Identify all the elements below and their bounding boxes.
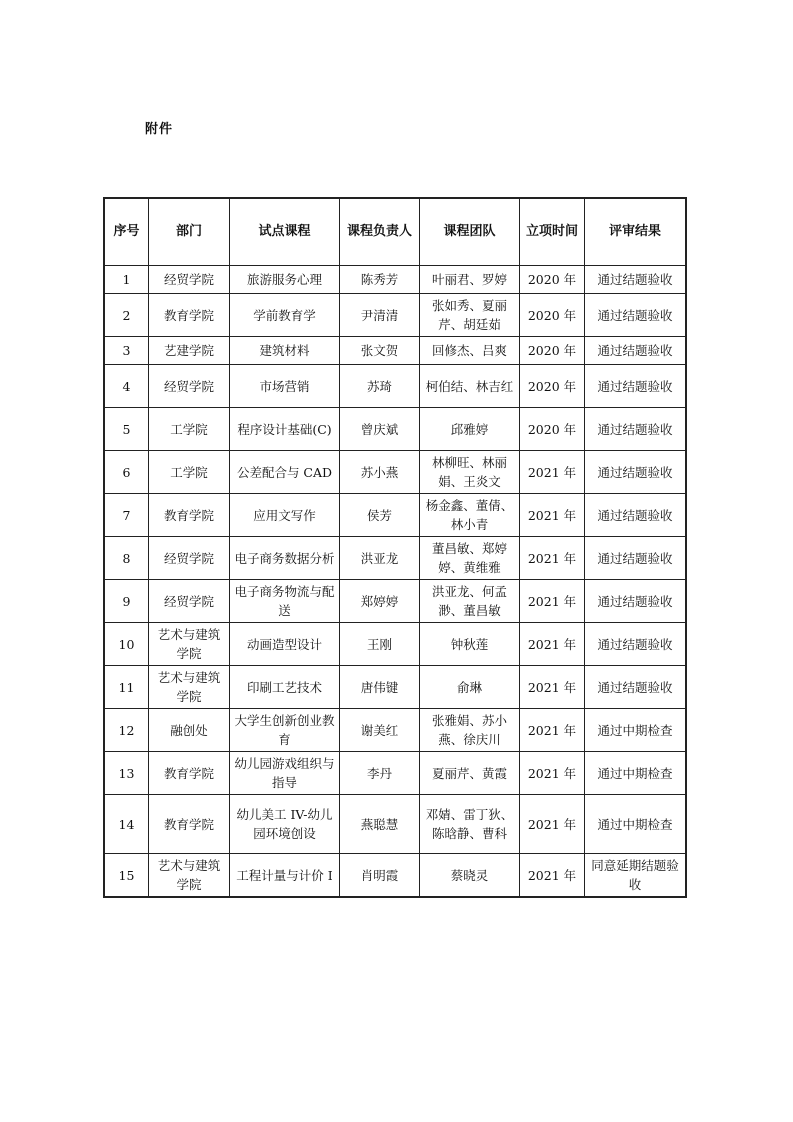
cell-course: 电子商务数据分析: [230, 537, 340, 580]
cell-team: 柯伯结、林吉红: [420, 365, 520, 408]
table-row: [105, 666, 686, 709]
cell-dept: 教育学院: [149, 752, 230, 795]
cell-team: 张雅娟、苏小燕、徐庆川: [420, 709, 520, 752]
cell-seq: 2: [105, 294, 149, 337]
cell-year: 2020 年: [520, 337, 585, 365]
cell-lead: 苏小燕: [340, 451, 420, 494]
table-row: [105, 451, 686, 494]
cell-seq: 15: [105, 854, 149, 897]
cell-year: 2021 年: [520, 451, 585, 494]
cell-result: 通过结题验收: [585, 623, 686, 666]
cell-course: 幼儿园游戏组织与指导: [230, 752, 340, 795]
cell-lead: 洪亚龙: [340, 537, 420, 580]
cell-dept: 经贸学院: [149, 266, 230, 294]
cell-course: 市场营销: [230, 365, 340, 408]
table-row: [105, 337, 686, 365]
cell-dept: 工学院: [149, 408, 230, 451]
cell-year: 2021 年: [520, 795, 585, 854]
table-row: [105, 365, 686, 408]
cell-year: 2021 年: [520, 537, 585, 580]
cell-course: 公差配合与 CAD: [230, 451, 340, 494]
cell-lead: 侯芳: [340, 494, 420, 537]
cell-team: 蔡晓灵: [420, 854, 520, 897]
cell-seq: 6: [105, 451, 149, 494]
cell-course: 工程计量与计价 I: [230, 854, 340, 897]
header-team: 课程团队: [420, 199, 520, 266]
cell-lead: 陈秀芳: [340, 266, 420, 294]
cell-team: 回修杰、吕爽: [420, 337, 520, 365]
table-row: [105, 854, 686, 897]
table-row: [105, 294, 686, 337]
cell-course: 电子商务物流与配送: [230, 580, 340, 623]
cell-dept: 艺术与建筑学院: [149, 623, 230, 666]
cell-dept: 艺术与建筑学院: [149, 666, 230, 709]
cell-year: 2021 年: [520, 623, 585, 666]
cell-seq: 9: [105, 580, 149, 623]
cell-seq: 1: [105, 266, 149, 294]
cell-seq: 12: [105, 709, 149, 752]
cell-result: 通过结题验收: [585, 580, 686, 623]
cell-year: 2020 年: [520, 408, 585, 451]
cell-result: 通过结题验收: [585, 451, 686, 494]
table-body: [105, 266, 686, 897]
table-header: [105, 199, 686, 266]
cell-lead: 尹清清: [340, 294, 420, 337]
cell-dept: 融创处: [149, 709, 230, 752]
cell-year: 2021 年: [520, 709, 585, 752]
cell-lead: 张文贺: [340, 337, 420, 365]
table-row: [105, 266, 686, 294]
cell-course: 动画造型设计: [230, 623, 340, 666]
cell-lead: 谢美红: [340, 709, 420, 752]
cell-team: 董昌敏、郑婷婷、黄维雅: [420, 537, 520, 580]
cell-course: 旅游服务心理: [230, 266, 340, 294]
cell-lead: 曾庆斌: [340, 408, 420, 451]
table-row: [105, 537, 686, 580]
cell-year: 2020 年: [520, 294, 585, 337]
page-heading: 附件: [145, 122, 174, 137]
cell-seq: 8: [105, 537, 149, 580]
cell-result: 通过中期检查: [585, 752, 686, 795]
cell-course: 应用文写作: [230, 494, 340, 537]
cell-result: 通过结题验收: [585, 666, 686, 709]
header-lead: 课程负责人: [340, 199, 420, 266]
cell-result: 通过中期检查: [585, 795, 686, 854]
table-row: [105, 494, 686, 537]
cell-result: 通过结题验收: [585, 494, 686, 537]
cell-course: 学前教育学: [230, 294, 340, 337]
cell-year: 2021 年: [520, 494, 585, 537]
table-row: [105, 580, 686, 623]
cell-lead: 唐伟键: [340, 666, 420, 709]
table-row: [105, 795, 686, 854]
cell-seq: 3: [105, 337, 149, 365]
cell-year: 2021 年: [520, 580, 585, 623]
cell-result: 通过结题验收: [585, 365, 686, 408]
header-year: 立项时间: [520, 199, 585, 266]
header-seq: 序号: [105, 199, 149, 266]
cell-result: 同意延期结题验收: [585, 854, 686, 897]
cell-year: 2020 年: [520, 365, 585, 408]
cell-team: 钟秋莲: [420, 623, 520, 666]
table-row: [105, 709, 686, 752]
cell-dept: 经贸学院: [149, 580, 230, 623]
cell-course: 幼儿美工 IV-幼儿园环境创设: [230, 795, 340, 854]
cell-year: 2021 年: [520, 666, 585, 709]
cell-result: 通过中期检查: [585, 709, 686, 752]
cell-seq: 13: [105, 752, 149, 795]
header-course: 试点课程: [230, 199, 340, 266]
cell-course: 建筑材料: [230, 337, 340, 365]
cell-dept: 教育学院: [149, 795, 230, 854]
cell-team: 洪亚龙、何孟渺、董昌敏: [420, 580, 520, 623]
cell-lead: 肖明霞: [340, 854, 420, 897]
cell-team: 林柳旺、林丽娟、王炎文: [420, 451, 520, 494]
table-row: [105, 752, 686, 795]
cell-seq: 5: [105, 408, 149, 451]
cell-course: 大学生创新创业教育: [230, 709, 340, 752]
table-row: [105, 623, 686, 666]
cell-dept: 艺术与建筑学院: [149, 854, 230, 897]
cell-course: 程序设计基础(C): [230, 408, 340, 451]
cell-seq: 10: [105, 623, 149, 666]
cell-lead: 郑婷婷: [340, 580, 420, 623]
cell-lead: 燕聪慧: [340, 795, 420, 854]
cell-team: 邱雅婷: [420, 408, 520, 451]
results-table: [104, 198, 686, 897]
cell-seq: 11: [105, 666, 149, 709]
cell-team: 叶丽君、罗婷: [420, 266, 520, 294]
cell-year: 2020 年: [520, 266, 585, 294]
table-row: [105, 408, 686, 451]
cell-year: 2021 年: [520, 752, 585, 795]
cell-dept: 教育学院: [149, 294, 230, 337]
cell-dept: 艺建学院: [149, 337, 230, 365]
header-result: 评审结果: [585, 199, 686, 266]
cell-result: 通过结题验收: [585, 294, 686, 337]
cell-result: 通过结题验收: [585, 337, 686, 365]
cell-seq: 14: [105, 795, 149, 854]
cell-course: 印刷工艺技术: [230, 666, 340, 709]
cell-dept: 经贸学院: [149, 365, 230, 408]
cell-lead: 王刚: [340, 623, 420, 666]
cell-team: 夏丽芹、黄霞: [420, 752, 520, 795]
cell-lead: 李丹: [340, 752, 420, 795]
header-dept: 部门: [149, 199, 230, 266]
cell-team: 杨金鑫、董倩、林小青: [420, 494, 520, 537]
cell-dept: 经贸学院: [149, 537, 230, 580]
cell-seq: 4: [105, 365, 149, 408]
cell-result: 通过结题验收: [585, 537, 686, 580]
cell-dept: 工学院: [149, 451, 230, 494]
cell-seq: 7: [105, 494, 149, 537]
cell-team: 邓婧、雷丁狄、陈晗静、曹科: [420, 795, 520, 854]
cell-result: 通过结题验收: [585, 266, 686, 294]
cell-year: 2021 年: [520, 854, 585, 897]
cell-lead: 苏琦: [340, 365, 420, 408]
cell-result: 通过结题验收: [585, 408, 686, 451]
cell-team: 张如秀、夏丽芹、胡廷茹: [420, 294, 520, 337]
cell-dept: 教育学院: [149, 494, 230, 537]
cell-team: 俞琳: [420, 666, 520, 709]
